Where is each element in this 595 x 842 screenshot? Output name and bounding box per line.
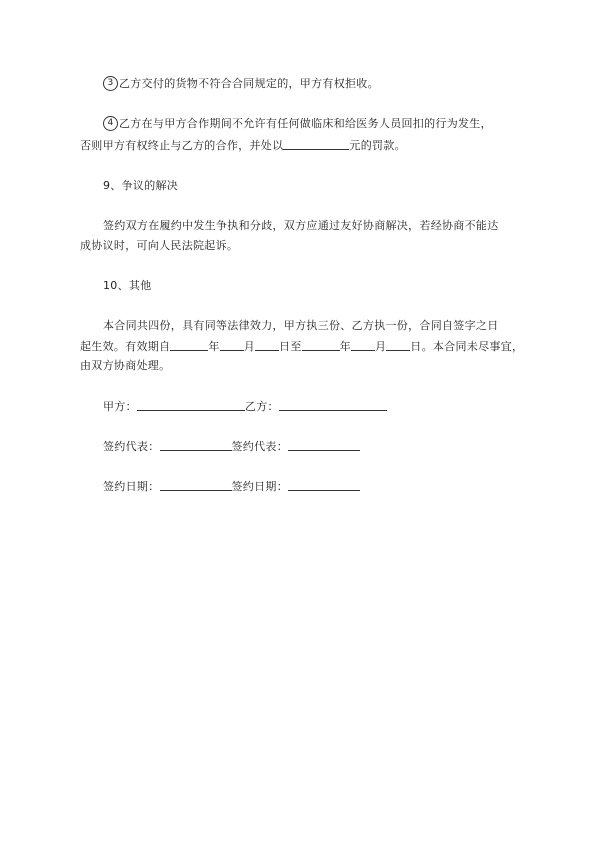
- clause-4-line-2: [80, 137, 406, 154]
- clause-4-text-1: 乙方在与甲方合作期间不允许有任何做临床和给医务人员回扣的行为发生，: [119, 117, 492, 130]
- section-9-line-1: 签约双方在履约中发生争执和分歧，双方应通过友好协商解决，若经协商不能达: [103, 219, 499, 232]
- party-b-blank[interactable]: [279, 399, 387, 411]
- section-10-line-3: 由双方协商处理。: [80, 359, 171, 372]
- clause-3: [103, 76, 379, 92]
- clause-3-text: 乙方交付的货物不符合合同规定的，甲方有权拒收。: [119, 77, 379, 90]
- month-label-2: 月: [374, 340, 387, 353]
- clause-4-text-2b: 元的罚款。: [349, 139, 406, 152]
- date-a-blank[interactable]: [160, 479, 232, 491]
- validity-prefix: 起生效。有效期自: [80, 340, 171, 353]
- section-10-line-2: [80, 338, 523, 355]
- fine-amount-blank[interactable]: [283, 138, 349, 150]
- clause-4-text-2a: 否则甲方有权终止与乙方的合作，并处以: [80, 139, 284, 152]
- party-b-label: 乙方：: [244, 400, 279, 413]
- representative-row: [103, 438, 360, 455]
- date-b-blank[interactable]: [288, 479, 360, 491]
- year-label-1: 年: [208, 340, 220, 353]
- party-a-label: 甲方：: [103, 400, 137, 413]
- section-10-line-1: 本合同共四份，具有同等法律效力，甲方执三份、乙方执一份，合同自签字之日: [103, 319, 499, 332]
- start-day-blank[interactable]: [255, 339, 279, 351]
- rep-b-blank[interactable]: [288, 439, 360, 451]
- day-label-2: 日。本合同未尽事宜，: [410, 340, 524, 353]
- end-year-blank[interactable]: [302, 339, 340, 351]
- rep-b-label: 签约代表：: [231, 440, 288, 453]
- section-9-heading: 9、争议的解决: [103, 179, 179, 192]
- party-a-blank[interactable]: [137, 399, 245, 411]
- section-10-heading: 10、其他: [103, 279, 152, 292]
- year-label-2: 年: [339, 340, 351, 353]
- circled-number-4: 4: [103, 116, 118, 131]
- sign-date-row: [103, 478, 360, 495]
- section-9-line-2: 成协议时，可向人民法院起诉。: [80, 239, 239, 252]
- day-label-1: 日至: [279, 340, 302, 353]
- rep-a-label: 签约代表：: [103, 440, 160, 453]
- clause-4-line-1: [103, 116, 492, 132]
- party-signature-row: [103, 398, 387, 415]
- date-a-label: 签约日期：: [103, 480, 160, 493]
- date-b-label: 签约日期：: [231, 480, 288, 493]
- start-month-blank[interactable]: [220, 339, 244, 351]
- start-year-blank[interactable]: [170, 339, 208, 351]
- end-day-blank[interactable]: [386, 339, 410, 351]
- circled-number-3: 3: [103, 76, 118, 91]
- rep-a-blank[interactable]: [160, 439, 232, 451]
- month-label-1: 月: [243, 340, 256, 353]
- end-month-blank[interactable]: [351, 339, 375, 351]
